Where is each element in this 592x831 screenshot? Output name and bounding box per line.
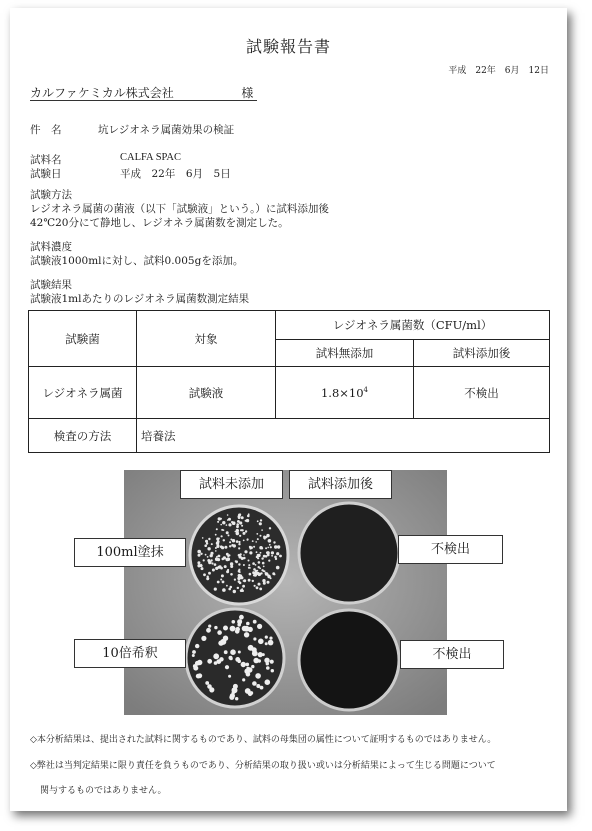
colony-dot	[253, 637, 256, 640]
colony-dot	[243, 580, 245, 582]
colony-dot	[254, 585, 256, 587]
colony-dot	[270, 660, 274, 664]
colony-dot	[246, 519, 249, 522]
colony-dot	[238, 651, 241, 654]
colony-dot	[228, 523, 231, 526]
colony-dot	[232, 521, 236, 525]
colony-dot	[248, 513, 250, 515]
colony-dot	[219, 657, 223, 661]
colony-dot	[259, 567, 261, 569]
colony-dot	[211, 562, 213, 564]
colony-dot	[230, 573, 233, 576]
colony-dot	[220, 567, 223, 570]
test-date-value: 平成 22年 6月 5日	[120, 168, 231, 180]
colony-dot	[253, 546, 255, 548]
inspection-value: 培養法	[137, 419, 550, 453]
colony-dot	[232, 620, 236, 624]
colony-dot	[248, 579, 251, 582]
colony-dot	[230, 649, 236, 655]
photo-label-10x: 10倍希釈	[74, 639, 186, 668]
header-count: レジオネラ属菌数（CFU/ml）	[276, 311, 550, 340]
colony-dot	[239, 535, 241, 537]
colony-dot	[266, 666, 270, 670]
dish-treated-10x	[299, 610, 399, 710]
colony-dot	[248, 645, 254, 651]
colony-dot	[248, 627, 253, 632]
colony-dot	[246, 622, 250, 626]
colony-dot	[208, 538, 210, 540]
colony-dot	[259, 522, 262, 525]
colony-dot	[242, 585, 245, 588]
colony-dot	[220, 524, 222, 526]
colony-dot	[230, 586, 233, 589]
colony-dot	[263, 566, 265, 568]
colony-dot	[207, 576, 209, 578]
colony-dot	[235, 697, 238, 700]
note-3: 関与するものではありません。	[40, 786, 167, 796]
colony-dot	[265, 642, 268, 645]
colony-dot	[217, 630, 222, 635]
cell-with-sample: 不検出	[414, 367, 550, 419]
cell-no-sample-exponent: 4	[363, 385, 369, 394]
colony-dot	[233, 544, 236, 547]
colony-dot	[220, 639, 226, 645]
concentration-section	[30, 240, 243, 268]
colony-dot	[255, 673, 261, 679]
colony-dot	[242, 678, 245, 681]
colony-dot	[241, 577, 243, 579]
colony-dot	[229, 657, 233, 661]
colony-dot	[207, 559, 210, 562]
colony-dot	[270, 546, 272, 548]
colony-dot	[222, 521, 225, 524]
colony-dot	[221, 535, 223, 537]
colony-dot	[227, 514, 229, 516]
colony-dot	[207, 684, 212, 689]
colony-dot	[230, 565, 233, 568]
colony-dot	[247, 538, 249, 540]
colony-dot	[200, 564, 202, 566]
colony-dot	[238, 543, 240, 545]
colony-dot	[243, 540, 245, 542]
method-section	[30, 188, 329, 230]
colony-dot	[235, 627, 240, 632]
colony-dot	[210, 552, 213, 555]
colony-dot	[240, 553, 242, 555]
colony-dot	[215, 550, 217, 552]
colony-dot	[213, 653, 219, 659]
colony-dot	[220, 579, 222, 581]
colony-dot	[269, 637, 272, 640]
colony-dot	[248, 560, 250, 562]
colony-dot	[252, 540, 254, 542]
colony-dot	[235, 560, 237, 562]
colony-dot	[201, 636, 206, 641]
colony-dot	[217, 521, 219, 523]
colony-dot	[249, 573, 252, 576]
colony-dot	[218, 538, 220, 540]
colony-dot	[265, 555, 268, 558]
colony-dot	[216, 556, 218, 558]
colony-dot	[252, 562, 255, 565]
colony-dot	[260, 519, 262, 521]
colony-dot	[239, 521, 242, 524]
colony-dot	[207, 556, 209, 558]
colony-dot	[267, 581, 270, 584]
colony-dot	[244, 632, 249, 637]
colony-dot	[205, 540, 208, 543]
photo-label-result-1: 不検出	[398, 535, 503, 564]
results-heading: 試験結果	[30, 279, 72, 291]
colony-dot	[242, 626, 248, 632]
colony-dot	[265, 636, 268, 639]
colony-dot	[229, 541, 231, 543]
colony-dot	[204, 544, 207, 547]
method-heading: 試験方法	[30, 189, 72, 201]
colony-dot	[192, 650, 196, 654]
colony-dot	[239, 620, 242, 623]
colony-dot	[203, 559, 205, 561]
colony-dot	[226, 531, 229, 534]
colony-dot	[215, 567, 218, 570]
report-page	[10, 8, 567, 811]
colony-dot	[237, 659, 241, 663]
colony-dot	[244, 669, 249, 674]
results-table	[28, 310, 550, 453]
colony-dot	[250, 546, 253, 549]
colony-dot	[238, 580, 241, 583]
colony-dot	[214, 626, 217, 629]
photo-label-untreated: 試料未添加	[180, 470, 283, 499]
colony-dot	[277, 546, 279, 548]
colony-dot	[227, 569, 229, 571]
colony-dot	[201, 567, 204, 570]
colony-dot	[265, 679, 271, 685]
header-with-sample: 試料添加後	[414, 340, 550, 367]
colony-dot	[267, 547, 269, 549]
results-text: 試験液1mlあたりのレジオネラ属菌数測定結果	[30, 293, 250, 305]
cell-no-sample-base: 1.8×10	[320, 385, 364, 400]
colony-dot	[257, 538, 259, 540]
colony-dot	[269, 527, 271, 529]
colony-dot	[228, 534, 230, 536]
colony-dot	[263, 570, 265, 572]
client-underline	[30, 100, 257, 101]
test-date-label: 試験日	[30, 168, 62, 180]
colony-dot	[257, 554, 260, 557]
colony-dot	[240, 529, 242, 531]
colony-dot	[251, 665, 254, 668]
colony-dot	[197, 550, 201, 554]
colony-dot	[264, 658, 269, 663]
colony-dot	[229, 695, 234, 700]
results-section	[30, 278, 249, 306]
colony-dot	[253, 574, 255, 576]
colony-dot	[266, 551, 270, 555]
colony-dot	[227, 555, 229, 557]
colony-dot	[215, 534, 217, 536]
colony-dot	[224, 546, 227, 549]
subject-label: 件 名	[30, 124, 62, 136]
colony-dot	[215, 557, 219, 561]
method-line-1: レジオネラ属菌の菌液（以下「試験液」という。）に試料添加後	[30, 203, 329, 215]
header-no-sample: 試料無添加	[276, 340, 414, 367]
colony-dot	[230, 626, 236, 632]
colony-dot	[216, 542, 219, 545]
colony-dot	[237, 587, 239, 589]
colony-dot	[241, 557, 244, 560]
colony-dot	[260, 535, 262, 537]
colony-dot	[262, 653, 265, 656]
colony-dot	[257, 520, 259, 522]
report-date: 平成 22年 6月 12日	[448, 66, 549, 76]
colony-dot	[248, 564, 250, 566]
dish-treated-100ml	[299, 503, 399, 603]
colony-dot	[238, 563, 240, 565]
colony-dot	[243, 532, 246, 535]
colony-dot	[236, 523, 239, 526]
colony-dot	[195, 644, 199, 648]
photo-label-treated: 試料添加後	[289, 470, 392, 499]
sample-label: 試料名	[30, 154, 62, 166]
colony-dot	[200, 553, 202, 555]
colony-dot	[252, 580, 254, 582]
colony-dot	[243, 564, 245, 566]
colony-dot	[192, 654, 195, 657]
colony-dot	[222, 558, 225, 561]
colony-dot	[225, 665, 229, 669]
colony-dot	[255, 564, 257, 566]
colony-dot	[246, 663, 250, 667]
colony-dot	[210, 559, 212, 561]
colony-dot	[232, 539, 235, 542]
colony-dot	[274, 545, 277, 548]
colony-dot	[234, 579, 236, 581]
colony-dot	[248, 567, 250, 569]
colony-dot	[261, 557, 263, 559]
colony-dot	[240, 575, 242, 577]
colony-dot	[223, 539, 225, 541]
colony-dot	[257, 624, 262, 629]
colony-dot	[255, 570, 257, 572]
colony-dot	[241, 662, 246, 667]
colony-dot	[217, 544, 219, 546]
colony-dot	[205, 681, 209, 685]
colony-dot	[276, 552, 279, 555]
colony-dot	[259, 588, 262, 591]
colony-dot	[275, 558, 277, 560]
concentration-heading: 試料濃度	[30, 241, 72, 253]
colony-dot	[244, 550, 247, 553]
cell-bacteria: レジオネラ属菌	[29, 367, 137, 419]
colony-dot	[273, 541, 275, 543]
photo-label-100ml: 100ml塗抹	[74, 538, 186, 567]
colony-dot	[223, 626, 228, 631]
colony-dot	[258, 659, 261, 662]
note-1: ◇本分析結果は、提出された試料に関するものであり、試料の母集団の属性について証明するものではありません。	[30, 735, 497, 745]
colony-dot	[249, 551, 252, 554]
colony-dot	[245, 530, 247, 532]
colony-dot	[262, 562, 265, 565]
method-line-2: 42℃20分にて静地し、レジオネラ属菌数を測定した。	[30, 217, 289, 229]
colony-dot	[269, 544, 271, 546]
colony-dot	[239, 615, 244, 620]
colony-dot	[208, 572, 211, 575]
subject-value: 坑レジオネラ属菌効果の検証	[98, 124, 235, 136]
client-company: カルファケミカル株式会社	[30, 86, 174, 100]
colony-dot	[221, 574, 224, 577]
colony-dot	[258, 583, 261, 586]
colony-dot	[198, 554, 201, 557]
colony-dot	[193, 664, 197, 668]
colony-dot	[228, 518, 231, 521]
colony-dot	[271, 555, 273, 557]
colony-dot	[207, 547, 210, 550]
colony-dot	[217, 581, 220, 584]
colony-dot	[222, 581, 225, 584]
colony-dot	[263, 536, 266, 539]
colony-dot	[208, 625, 211, 628]
colony-dot	[238, 514, 241, 517]
colony-dot	[256, 586, 259, 589]
header-bacteria: 試験菌	[29, 311, 137, 367]
concentration-text: 試験液1000mlに対し、試料0.005gを添加。	[30, 255, 244, 267]
cell-target: 試験液	[137, 367, 276, 419]
colony-dot	[238, 570, 241, 573]
colony-dot	[237, 577, 240, 580]
colony-dot	[226, 553, 229, 556]
colony-dot	[268, 560, 270, 562]
colony-dot	[236, 529, 239, 532]
colony-dot	[229, 545, 231, 547]
colony-dot	[274, 573, 276, 575]
colony-dot	[207, 659, 212, 664]
colony-dot	[256, 533, 258, 535]
colony-dot	[252, 681, 257, 686]
culture-photo	[124, 470, 447, 715]
colony-dot	[197, 660, 202, 665]
colony-dot	[243, 554, 245, 556]
colony-dot	[260, 572, 262, 574]
colony-dot	[245, 688, 251, 694]
colony-dot	[257, 557, 259, 559]
colony-dot	[261, 529, 263, 531]
colony-dot	[216, 528, 218, 530]
colony-dot	[205, 554, 207, 556]
colony-dot	[218, 555, 221, 558]
colony-dot	[214, 588, 217, 591]
petri-dishes-image	[124, 470, 447, 715]
colony-dot	[233, 590, 236, 593]
colony-dot	[268, 539, 272, 543]
colony-dot	[279, 555, 282, 558]
photo-label-result-2: 不検出	[400, 640, 504, 669]
report-title: 試験報告書	[245, 37, 331, 56]
colony-dot	[202, 537, 204, 539]
colony-dot	[260, 552, 262, 554]
colony-dot	[258, 639, 264, 645]
colony-dot	[212, 569, 215, 572]
header-target: 対象	[137, 311, 276, 367]
colony-dot	[221, 546, 224, 549]
colony-dot	[236, 540, 239, 543]
colony-dot	[241, 525, 243, 527]
colony-dot	[276, 566, 280, 570]
colony-dot	[206, 628, 211, 633]
colony-dot	[256, 551, 258, 553]
colony-dot	[235, 531, 237, 533]
colony-dot	[226, 585, 228, 587]
client-honorific: 様	[241, 86, 254, 100]
colony-dot	[222, 588, 226, 592]
colony-dot	[197, 561, 200, 564]
colony-dot	[263, 582, 266, 585]
colony-dot	[252, 571, 255, 574]
colony-dot	[226, 524, 228, 526]
colony-dot	[253, 620, 257, 624]
colony-dot	[265, 547, 267, 549]
sample-value: CALFA SPAC	[120, 152, 181, 163]
colony-dot	[233, 684, 238, 689]
inspection-label: 検査の方法	[29, 419, 137, 453]
colony-dot	[211, 543, 213, 545]
colony-dot	[240, 589, 243, 592]
note-2: ◇弊社は当判定結果に限り責任を負うものであり、分析結果の取り扱い或いは分析結果によって生じる問題について	[30, 761, 496, 771]
colony-dot	[238, 547, 240, 549]
colony-dot	[224, 565, 227, 568]
colony-dot	[266, 534, 269, 537]
colony-dot	[196, 674, 201, 679]
colony-dot	[228, 675, 231, 678]
colony-dot	[221, 529, 223, 531]
colony-dot	[271, 669, 274, 672]
colony-dot	[224, 650, 228, 654]
colony-dot	[270, 577, 272, 579]
colony-dot	[258, 561, 261, 564]
colony-dot	[214, 563, 217, 566]
cell-no-sample	[276, 367, 414, 419]
colony-dot	[255, 541, 257, 543]
colony-dot	[272, 552, 274, 554]
client-name	[30, 84, 253, 101]
colony-dot	[259, 546, 262, 549]
colony-dot	[220, 518, 222, 520]
colony-dot	[268, 640, 274, 646]
colony-dot	[227, 557, 231, 561]
colony-dot	[203, 573, 206, 576]
colony-dot	[238, 541, 240, 543]
colony-dot	[260, 686, 264, 690]
colony-dot	[241, 516, 244, 519]
